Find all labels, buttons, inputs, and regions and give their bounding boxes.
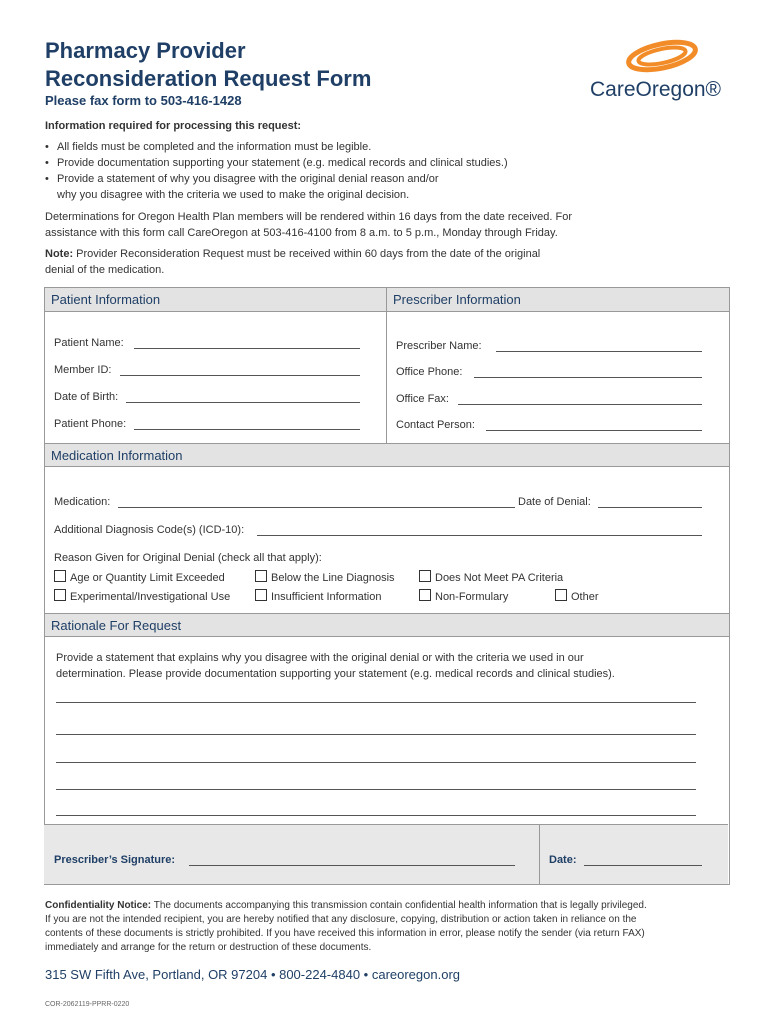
checkbox-icon[interactable]	[54, 589, 66, 601]
determinations-text	[45, 209, 685, 241]
rationale-instructions	[56, 650, 696, 682]
office-fax-field[interactable]	[458, 404, 702, 405]
medication-label: Medication:	[54, 496, 111, 508]
rationale-line-4[interactable]	[56, 789, 696, 790]
checkbox-label: Non-Formulary	[435, 591, 509, 603]
conf-label: Confidentiality Notice:	[45, 900, 152, 911]
checkbox-label: Age or Quantity Limit Exceeded	[70, 572, 225, 584]
dob-label: Date of Birth:	[54, 391, 119, 403]
conf-line: The documents accompanying this transmission contain confidential health information that is legally privileged.	[151, 900, 647, 911]
checkbox-icon[interactable]	[255, 589, 267, 601]
signature-date-field[interactable]	[584, 865, 702, 866]
list-item: • Provide documentation supporting your statement (e.g. medical records and clinical studies.)	[45, 155, 508, 171]
patient-phone-label: Patient Phone:	[54, 418, 127, 430]
conf-line: immediately and arrange for the return or destruction of these documents.	[45, 942, 372, 953]
form-code: COR-2062119-PPRR-0220	[45, 1001, 130, 1008]
signature-label: Prescriber’s Signature:	[54, 854, 176, 866]
icd-label: Additional Diagnosis Code(s) (ICD-10):	[54, 524, 245, 536]
medication-info-header: Medication Information	[45, 443, 729, 467]
note-text	[45, 246, 685, 278]
dob-field[interactable]	[126, 402, 360, 403]
checkbox-icon[interactable]	[255, 570, 267, 582]
checkbox-icon[interactable]	[419, 570, 431, 582]
reason-label: Reason Given for Original Denial (check all that apply):	[54, 552, 322, 564]
prescriber-info-header: Prescriber Information	[387, 288, 729, 312]
checkbox-other[interactable]	[555, 589, 599, 603]
checkbox-age-quantity[interactable]	[54, 570, 225, 584]
rationale-line: determination. Please provide documentation supporting your statement (e.g. medical records and clinical studies).	[56, 668, 615, 680]
form-title	[45, 37, 371, 93]
title-line-2: Reconsideration Request Form	[45, 66, 372, 91]
checkbox-label: Does Not Meet PA Criteria	[435, 572, 564, 584]
careoregon-logo	[590, 36, 740, 106]
column-divider	[386, 312, 387, 443]
footer-address: 315 SW Fifth Ave, Portland, OR 97204 • 800-224-4840 • careoregon.org	[45, 967, 461, 982]
medication-field[interactable]	[118, 507, 515, 508]
note-line: Provider Reconsideration Request must be received within 60 days from the date of the original	[73, 248, 541, 260]
signature-divider	[539, 825, 540, 884]
form-box	[44, 287, 730, 885]
note-line: denial of the medication.	[45, 264, 165, 276]
checkbox-pa-criteria[interactable]	[419, 570, 563, 584]
conf-line: contents of these documents is strictly prohibited. If you have received this information in error, please notify the sender (via return FAX)	[45, 928, 645, 939]
patient-info-header: Patient Information	[45, 288, 387, 312]
checkbox-icon[interactable]	[419, 589, 431, 601]
icd-field[interactable]	[257, 535, 702, 536]
checkbox-icon[interactable]	[54, 570, 66, 582]
patient-phone-field[interactable]	[134, 429, 360, 430]
list-item: • All fields must be completed and the information must be legible.	[45, 139, 508, 155]
signature-field[interactable]	[189, 865, 515, 866]
logo-swirl-icon	[622, 36, 702, 76]
list-item: • Provide a statement of why you disagree with the original denial reason and/or	[45, 171, 508, 187]
checkbox-icon[interactable]	[555, 589, 567, 601]
checkbox-label: Below the Line Diagnosis	[271, 572, 395, 584]
checkbox-insufficient[interactable]	[255, 589, 381, 603]
checkbox-label: Other	[571, 591, 599, 603]
rationale-line-2[interactable]	[56, 734, 696, 735]
member-id-field[interactable]	[120, 375, 360, 376]
list-item-continuation: why you disagree with the criteria we used to make the original decision.	[57, 189, 410, 201]
office-fax-label: Office Fax:	[396, 393, 449, 405]
logo-text: CareOregon®	[590, 78, 722, 101]
rationale-line-5[interactable]	[56, 815, 696, 816]
date-of-denial-label: Date of Denial:	[518, 496, 591, 508]
checkbox-label: Experimental/Investigational Use	[70, 591, 231, 603]
contact-person-label: Contact Person:	[396, 419, 475, 431]
rationale-line-1[interactable]	[56, 702, 696, 703]
requirements-list	[45, 139, 508, 203]
checkbox-below-line[interactable]	[255, 570, 395, 584]
checkbox-non-formulary[interactable]	[419, 589, 508, 603]
patient-name-field[interactable]	[134, 348, 360, 349]
office-phone-label: Office Phone:	[396, 366, 463, 378]
checkbox-experimental[interactable]	[54, 589, 230, 603]
checkbox-label: Insufficient Information	[271, 591, 382, 603]
prescriber-name-label: Prescriber Name:	[396, 340, 482, 352]
date-label: Date:	[549, 854, 577, 866]
prescriber-name-field[interactable]	[496, 351, 702, 352]
rationale-line: Provide a statement that explains why you disagree with the original denial or with the criteria we used in our	[56, 652, 584, 664]
contact-person-field[interactable]	[486, 430, 702, 431]
confidentiality-notice	[45, 899, 715, 955]
patient-name-label: Patient Name:	[54, 337, 124, 349]
title-line-1: Pharmacy Provider	[45, 38, 246, 63]
rationale-line-3[interactable]	[56, 762, 696, 763]
determinations-line: assistance with this form call CareOregon at 503-416-4100 from 8 a.m. to 5 p.m., Monday through Friday.	[45, 227, 558, 239]
conf-line: If you are not the intended recipient, you are hereby notified that any disclosure, copying, distribution or action taken in reliance on the	[45, 914, 637, 925]
determinations-line: Determinations for Oregon Health Plan members will be rendered within 16 days from the date received. For	[45, 211, 573, 223]
signature-row	[44, 824, 728, 884]
fax-note: Please fax form to 503-416-1428	[45, 93, 242, 108]
note-label: Note:	[45, 248, 74, 260]
member-id-label: Member ID:	[54, 364, 112, 376]
rationale-header: Rationale For Request	[45, 613, 729, 637]
office-phone-field[interactable]	[474, 377, 702, 378]
info-heading: Information required for processing this request:	[45, 120, 302, 132]
date-of-denial-field[interactable]	[598, 507, 702, 508]
